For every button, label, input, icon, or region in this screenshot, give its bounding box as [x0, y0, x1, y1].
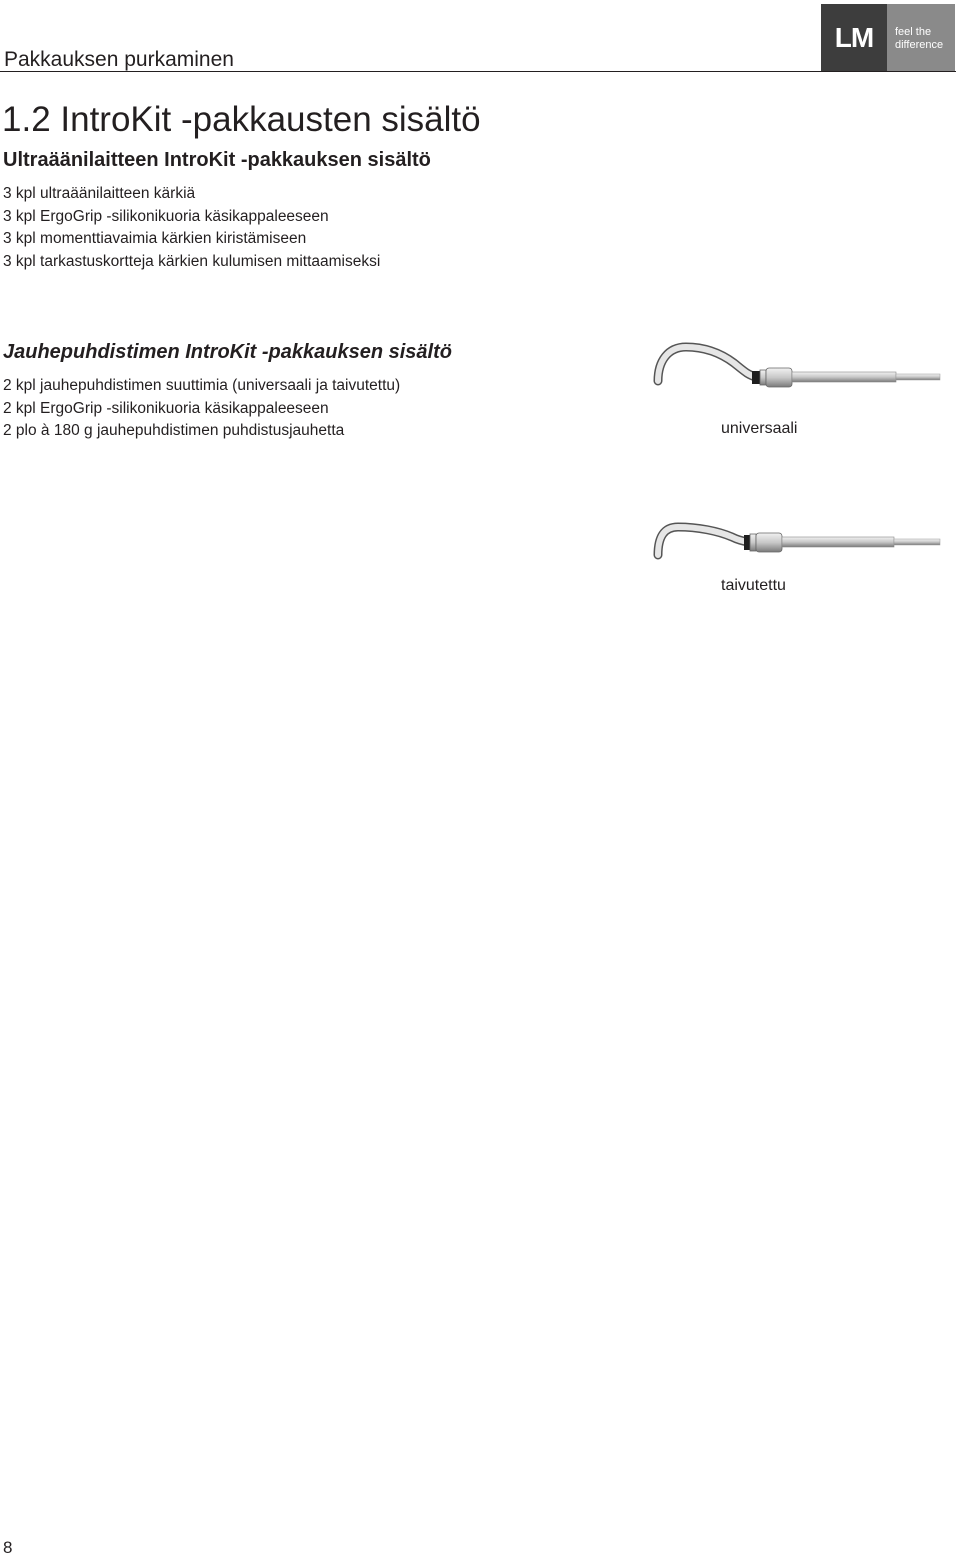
polisher-kit-heading: Jauhepuhdistimen IntroKit -pakkauksen sisältö: [3, 341, 452, 363]
universal-caption: universaali: [721, 420, 798, 437]
section-title: Pakkauksen purkaminen: [4, 48, 234, 71]
list-item: 2 kpl jauhepuhdistimen suuttimia (universaali ja taivutettu): [3, 377, 401, 394]
bent-caption: taivutettu: [721, 577, 786, 594]
list-item: 3 kpl tarkastuskortteja kärkien kulumisen mittaamiseksi: [3, 252, 381, 270]
polisher-kit-list: [3, 375, 400, 443]
logo-tagline-line-2: difference: [895, 39, 944, 51]
list-item: 3 kpl ErgoGrip -silikonikuoria käsikappaleeseen: [3, 207, 329, 225]
list-item: 2 plo à 180 g jauhepuhdistimen puhdistusjauhetta: [3, 422, 345, 439]
ultrasonic-kit-list: [3, 183, 380, 273]
list-item: 2 kpl ErgoGrip -silikonikuoria käsikappaleeseen: [3, 399, 329, 417]
page-number: 8: [3, 1538, 13, 1557]
header-divider: [0, 71, 956, 72]
universal-nozzle-illustration: [648, 337, 944, 407]
page-heading: 1.2 IntroKit -pakkausten sisältö: [2, 100, 481, 139]
brand-logo: [821, 4, 955, 71]
list-item: 3 kpl momenttiavaimia kärkien kiristämiseen: [3, 230, 307, 247]
ultrasonic-kit-heading: Ultraäänilaitteen IntroKit -pakkauksen sisältö: [3, 149, 431, 171]
list-item: 3 kpl ultraäänilaitteen kärkiä: [3, 185, 196, 202]
bent-nozzle-illustration: [648, 515, 944, 585]
logo-mark: LM: [821, 4, 887, 71]
logo-tagline-line-1: feel the: [895, 26, 932, 38]
logo-tagline: [887, 4, 955, 71]
